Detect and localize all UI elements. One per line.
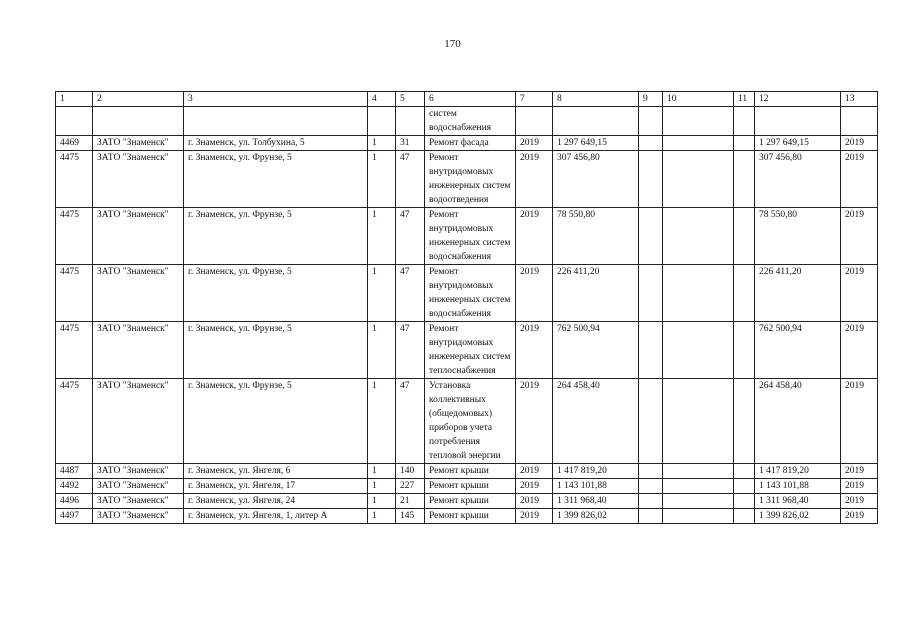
cell-year: 2019 (516, 494, 553, 509)
cell-year: 2019 (516, 464, 553, 479)
cell-address (184, 107, 368, 136)
cell-total-amount: 1 297 649,15 (755, 136, 841, 151)
cell-year: 2019 (516, 208, 553, 265)
header-cell-6: 6 (425, 92, 516, 107)
cell-amount: 1 311 968,40 (553, 494, 639, 509)
cell-address: г. Знаменск, ул. Янгеля, 24 (184, 494, 368, 509)
cell-amount: 1 417 819,20 (553, 464, 639, 479)
cell-address: г. Знаменск, ул. Фрунзе, 5 (184, 151, 368, 208)
cell-col-10 (663, 107, 734, 136)
cell-col-10 (663, 151, 734, 208)
cell-amount: 1 297 649,15 (553, 136, 639, 151)
cell-address: г. Знаменск, ул. Фрунзе, 5 (184, 322, 368, 379)
header-cell-9: 9 (639, 92, 663, 107)
cell-municipality: ЗАТО "Знаменск" (93, 494, 184, 509)
cell-col-5: 227 (396, 479, 425, 494)
cell-col-4 (368, 107, 396, 136)
header-cell-1: 1 (56, 92, 93, 107)
cell-id: 4469 (56, 136, 93, 151)
cell-address: г. Знаменск, ул. Толбухина, 5 (184, 136, 368, 151)
header-cell-5: 5 (396, 92, 425, 107)
cell-col-9 (639, 136, 663, 151)
cell-amount: 1 143 101,88 (553, 479, 639, 494)
header-cell-8: 8 (553, 92, 639, 107)
cell-municipality: ЗАТО "Знаменск" (93, 322, 184, 379)
cell-col-9 (639, 479, 663, 494)
cell-year: 2019 (516, 479, 553, 494)
cell-year: 2019 (516, 265, 553, 322)
header-cell-11: 11 (734, 92, 755, 107)
cell-col-5: 47 (396, 151, 425, 208)
cell-year: 2019 (516, 151, 553, 208)
cell-col-5: 31 (396, 136, 425, 151)
cell-work-type: Ремонт фасада (425, 136, 516, 151)
cell-col-9 (639, 509, 663, 524)
cell-col-10 (663, 464, 734, 479)
cell-col-4: 1 (368, 265, 396, 322)
cell-col-10 (663, 136, 734, 151)
cell-col-11 (734, 494, 755, 509)
cell-col-5: 140 (396, 464, 425, 479)
cell-year (516, 107, 553, 136)
cell-col-4: 1 (368, 509, 396, 524)
cell-work-type: Ремонт внутридомовых инженерных систем теплоснабжения (425, 322, 516, 379)
cell-year: 2019 (516, 136, 553, 151)
header-cell-13: 13 (841, 92, 878, 107)
table-row (56, 494, 878, 509)
cell-year-end: 2019 (841, 151, 878, 208)
cell-col-9 (639, 151, 663, 208)
header-cell-10: 10 (663, 92, 734, 107)
page-number: 170 (444, 38, 461, 50)
cell-total-amount: 1 311 968,40 (755, 494, 841, 509)
table-row (56, 479, 878, 494)
cell-amount: 762 500,94 (553, 322, 639, 379)
cell-work-type: Установка коллективных (общедомовых) приборов учета потребления тепловой энергии (425, 379, 516, 464)
cell-municipality: ЗАТО "Знаменск" (93, 464, 184, 479)
cell-work-type: Ремонт внутридомовых инженерных систем водоотведения (425, 151, 516, 208)
table-row (56, 265, 878, 322)
cell-year-end (841, 107, 878, 136)
cell-id: 4497 (56, 509, 93, 524)
cell-col-11 (734, 107, 755, 136)
cell-municipality: ЗАТО "Знаменск" (93, 479, 184, 494)
cell-address: г. Знаменск, ул. Янгеля, 6 (184, 464, 368, 479)
cell-col-9 (639, 464, 663, 479)
cell-col-10 (663, 509, 734, 524)
cell-year-end: 2019 (841, 464, 878, 479)
cell-col-10 (663, 322, 734, 379)
table-row (56, 464, 878, 479)
cell-col-4: 1 (368, 322, 396, 379)
table-row (56, 379, 878, 464)
cell-municipality: ЗАТО "Знаменск" (93, 208, 184, 265)
cell-col-4: 1 (368, 379, 396, 464)
cell-year-end: 2019 (841, 322, 878, 379)
cell-year: 2019 (516, 322, 553, 379)
cell-col-9 (639, 379, 663, 464)
cell-col-9 (639, 107, 663, 136)
cell-total-amount: 226 411,20 (755, 265, 841, 322)
cell-col-5: 145 (396, 509, 425, 524)
cell-amount (553, 107, 639, 136)
cell-col-11 (734, 322, 755, 379)
cell-address: г. Знаменск, ул. Фрунзе, 5 (184, 265, 368, 322)
cell-col-10 (663, 379, 734, 464)
cell-col-11 (734, 479, 755, 494)
table-header (56, 92, 878, 107)
cell-address: г. Знаменск, ул. Фрунзе, 5 (184, 379, 368, 464)
cell-amount: 307 456,80 (553, 151, 639, 208)
cell-col-11 (734, 136, 755, 151)
header-cell-7: 7 (516, 92, 553, 107)
cell-total-amount: 1 143 101,88 (755, 479, 841, 494)
cell-col-5: 21 (396, 494, 425, 509)
cell-col-4: 1 (368, 151, 396, 208)
cell-id: 4475 (56, 322, 93, 379)
header-cell-12: 12 (755, 92, 841, 107)
cell-year: 2019 (516, 379, 553, 464)
cell-work-type: Ремонт внутридомовых инженерных систем водоснабжения (425, 208, 516, 265)
cell-col-5: 47 (396, 322, 425, 379)
table-row (56, 322, 878, 379)
cell-year-end: 2019 (841, 379, 878, 464)
cell-work-type: Ремонт внутридомовых инженерных систем водоснабжения (425, 265, 516, 322)
cell-municipality: ЗАТО "Знаменск" (93, 509, 184, 524)
cell-id: 4487 (56, 464, 93, 479)
cell-col-9 (639, 265, 663, 322)
cell-work-type: Ремонт крыши (425, 464, 516, 479)
cell-col-4: 1 (368, 464, 396, 479)
cell-col-4: 1 (368, 479, 396, 494)
cell-col-5: 47 (396, 208, 425, 265)
cell-col-11 (734, 265, 755, 322)
cell-col-9 (639, 322, 663, 379)
cell-year-end: 2019 (841, 494, 878, 509)
cell-address: г. Знаменск, ул. Янгеля, 17 (184, 479, 368, 494)
cell-col-9 (639, 494, 663, 509)
cell-amount: 226 411,20 (553, 265, 639, 322)
cell-id: 4492 (56, 479, 93, 494)
cell-year-end: 2019 (841, 509, 878, 524)
header-cell-4: 4 (368, 92, 396, 107)
cell-work-type: Ремонт крыши (425, 494, 516, 509)
cell-id: 4475 (56, 265, 93, 322)
cell-amount: 78 550,80 (553, 208, 639, 265)
cell-col-11 (734, 151, 755, 208)
cell-col-10 (663, 265, 734, 322)
cell-col-10 (663, 494, 734, 509)
cell-id: 4496 (56, 494, 93, 509)
cell-year-end: 2019 (841, 479, 878, 494)
cell-municipality (93, 107, 184, 136)
table-row (56, 136, 878, 151)
table-row (56, 509, 878, 524)
cell-amount: 264 458,40 (553, 379, 639, 464)
cell-work-type: Ремонт крыши (425, 479, 516, 494)
cell-col-4: 1 (368, 208, 396, 265)
cell-municipality: ЗАТО "Знаменск" (93, 379, 184, 464)
cell-municipality: ЗАТО "Знаменск" (93, 136, 184, 151)
cell-col-11 (734, 379, 755, 464)
cell-col-4: 1 (368, 136, 396, 151)
cell-year-end: 2019 (841, 265, 878, 322)
cell-total-amount: 307 456,80 (755, 151, 841, 208)
table-row (56, 208, 878, 265)
cell-work-type: Ремонт крыши (425, 509, 516, 524)
cell-col-9 (639, 208, 663, 265)
register-table (55, 91, 878, 524)
cell-id: 4475 (56, 379, 93, 464)
table-row (56, 107, 878, 136)
cell-total-amount: 1 399 826,02 (755, 509, 841, 524)
cell-col-10 (663, 479, 734, 494)
header-row (56, 92, 878, 107)
cell-col-4: 1 (368, 494, 396, 509)
cell-year-end: 2019 (841, 136, 878, 151)
cell-total-amount: 762 500,94 (755, 322, 841, 379)
header-cell-3: 3 (184, 92, 368, 107)
cell-total-amount: 264 458,40 (755, 379, 841, 464)
cell-col-10 (663, 208, 734, 265)
cell-year: 2019 (516, 509, 553, 524)
table-body (56, 107, 878, 524)
cell-col-11 (734, 464, 755, 479)
cell-id: 4475 (56, 208, 93, 265)
cell-year-end: 2019 (841, 208, 878, 265)
cell-address: г. Знаменск, ул. Фрунзе, 5 (184, 208, 368, 265)
cell-col-11 (734, 509, 755, 524)
cell-municipality: ЗАТО "Знаменск" (93, 265, 184, 322)
cell-col-5: 47 (396, 265, 425, 322)
header-cell-2: 2 (93, 92, 184, 107)
cell-total-amount: 78 550,80 (755, 208, 841, 265)
cell-col-11 (734, 208, 755, 265)
cell-municipality: ЗАТО "Знаменск" (93, 151, 184, 208)
cell-total-amount: 1 417 819,20 (755, 464, 841, 479)
cell-id (56, 107, 93, 136)
cell-col-5 (396, 107, 425, 136)
table-row (56, 151, 878, 208)
cell-work-type: систем водоснабжения (425, 107, 516, 136)
cell-address: г. Знаменск, ул. Янгеля, 1, литер А (184, 509, 368, 524)
cell-amount: 1 399 826,02 (553, 509, 639, 524)
cell-col-5: 47 (396, 379, 425, 464)
cell-total-amount (755, 107, 841, 136)
cell-id: 4475 (56, 151, 93, 208)
